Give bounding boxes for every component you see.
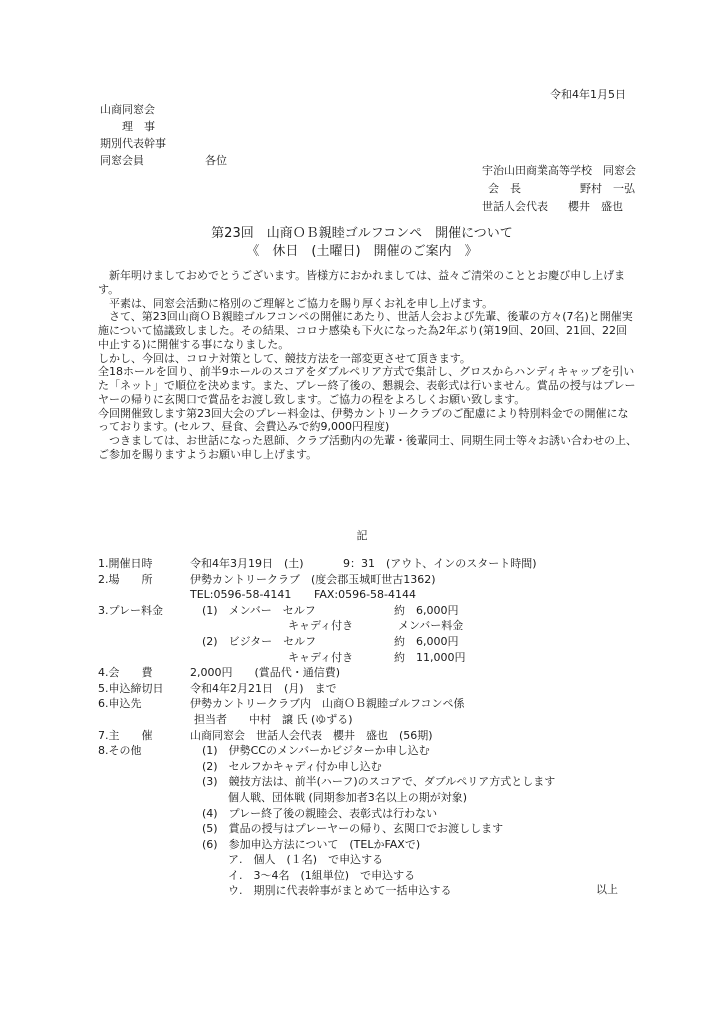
paragraph: 平素は、同窓会活動に格別のご理解とご協力を賜り厚くお礼を申し上げます。 xyxy=(98,296,494,310)
detail-extra: FAX:0596-58-4144 xyxy=(314,588,417,602)
closing-ijo: 以上 xyxy=(596,883,618,896)
ki-heading: 記 xyxy=(356,529,368,542)
detail-value: (5) 賞品の授与はプレーヤーの帰り、玄関口でお渡しします xyxy=(202,822,504,836)
detail-label: 3.プレー料金 xyxy=(98,603,164,617)
detail-extra: 9：31 (アウト、インのスタート時間) xyxy=(343,557,537,570)
sender-org: 宇治山田商業高等学校 同窓会 xyxy=(482,164,636,177)
detail-value: 令和4年2月21日 (月) まで xyxy=(190,681,337,695)
detail-label: 4.会 費 xyxy=(98,666,153,680)
paragraph: 全18ホールを回り、前半9ホールのスコアをダブルペリア方式で集計し、グロスからハンディキャップを引いた「ネット」で順位を決めます。また、プレー終了後の、懇親会、表彰式は行いません。賞品の授与はプレーヤーの帰りに玄関口で賞品をお渡し致します。ご協力の程をよろしくお願い致します。 xyxy=(98,365,636,406)
detail-value: 伊勢カントリークラブ内 山商ＯＢ親睦ゴルフコンペ係 xyxy=(190,697,465,711)
paragraph: さて、第23回山商ＯＢ親睦ゴルフコンペの開催にあたり、世話人会および先輩、後輩の方々(7名)と開催実施について協議致しました。その結果、コロナ感染も下火になった為2年ぶり(第19回、20回、21回、22回中止する)に開催する事になりました。 xyxy=(98,310,633,351)
detail-label: 5.申込締切日 xyxy=(98,681,164,695)
paragraph: しかし、今回は、コロナ対策として、競技方法を一部変更させて頂きます。 xyxy=(98,351,471,365)
addressee-line: 理 事 xyxy=(122,120,155,133)
detail-value: 伊勢カントリークラブ (度会郡玉城町世古1362) xyxy=(190,572,436,586)
addressee-line: 期別代表幹事 xyxy=(100,137,166,150)
sender-rep-title: 世話人会代表 xyxy=(482,200,548,213)
detail-price: 約 6,000円 xyxy=(394,634,459,648)
detail-label: 1.開催日時 xyxy=(98,557,153,570)
detail-label: 2.場 所 xyxy=(98,572,153,586)
detail-value: (1) 伊勢CCのメンバーかビジターか申し込む xyxy=(202,744,430,758)
sender-block xyxy=(482,164,636,218)
detail-value: イ. 3～4名 (1組単位) で申込する xyxy=(228,868,416,882)
detail-value: ア. 個人 (１名) で申込する xyxy=(228,853,384,867)
detail-price: メンバー料金 xyxy=(398,619,464,633)
detail-value: 2,000円 (賞品代・通信費) xyxy=(190,666,341,680)
detail-value: (3) 競技方法は、前半(ハーフ)のスコアで、ダブルペリア方式とします xyxy=(202,775,556,789)
detail-value: (1) メンバー セルフ xyxy=(202,603,316,617)
detail-value: TEL:0596-58-4141 xyxy=(190,588,292,602)
addressee-line: 山商同窓会 xyxy=(100,103,155,116)
detail-value: キャディ付き xyxy=(288,650,354,664)
detail-value: キャディ付き xyxy=(288,619,354,633)
paragraph: つきましては、お世話になった恩師、クラブ活動内の先輩・後輩同士、同期生同士等々お誘い合わせの上、ご参加を賜りますようお願い申し上げます。 xyxy=(98,434,637,461)
detail-value: (2) ビジター セルフ xyxy=(202,634,317,648)
title-line-2: 《 休日 (土曜日) 開催のご案内 》 xyxy=(246,244,478,259)
detail-label: 6.申込先 xyxy=(98,697,142,711)
detail-value: 令和4年3月19日 (土) xyxy=(190,557,304,570)
detail-value: ウ. 期別に代表幹事がまとめて一括申込する xyxy=(228,884,452,898)
detail-value: (6) 参加申込方法について (TELかFAXで) xyxy=(202,837,421,851)
detail-value: (2) セルフかキャディ付か申し込む xyxy=(202,759,382,773)
detail-label: 8.その他 xyxy=(98,744,142,758)
detail-value: 担当者 中村 譲 氏 (ゆずる) xyxy=(194,712,353,726)
sender-chair-name: 野村 一弘 xyxy=(580,182,635,195)
detail-value: (4) プレー終了後の親睦会、表彰式は行わない xyxy=(202,806,438,820)
addressee-suffix: 各位 xyxy=(205,154,227,167)
detail-value: 個人戦、団体戦 (同期参加者3名以上の期が対象) xyxy=(228,790,468,804)
addressee-line: 同窓会員 xyxy=(100,154,144,167)
detail-price: 約 11,000円 xyxy=(394,650,466,664)
addressee-block xyxy=(100,103,227,171)
sender-rep-name: 櫻井 盛也 xyxy=(568,200,623,213)
detail-price: 約 6,000円 xyxy=(394,603,459,617)
title-line-1: 第23回 山商ＯＢ親睦ゴルフコンペ 開催について xyxy=(211,226,513,241)
detail-label: 7.主 催 xyxy=(98,728,153,742)
detail-value: 山商同窓会 世話人会代表 櫻井 盛也 (56期) xyxy=(190,728,433,742)
sender-chair-title: 会 長 xyxy=(488,182,521,195)
paragraph: 新年明けましておめでとうございます。皆様方におかれましては、益々ご清栄のこととお慶び申し上げます。 xyxy=(98,269,626,296)
document-date: 令和4年1月5日 xyxy=(550,88,626,101)
paragraph: 今回開催致します第23回大会のプレー料金は、伊勢カントリークラブのご配慮により特別料金での開催になっております。(セルフ、昼食、会費込みで約9,000円程度) xyxy=(98,406,629,434)
body-text xyxy=(98,269,638,462)
document-title xyxy=(0,226,724,262)
